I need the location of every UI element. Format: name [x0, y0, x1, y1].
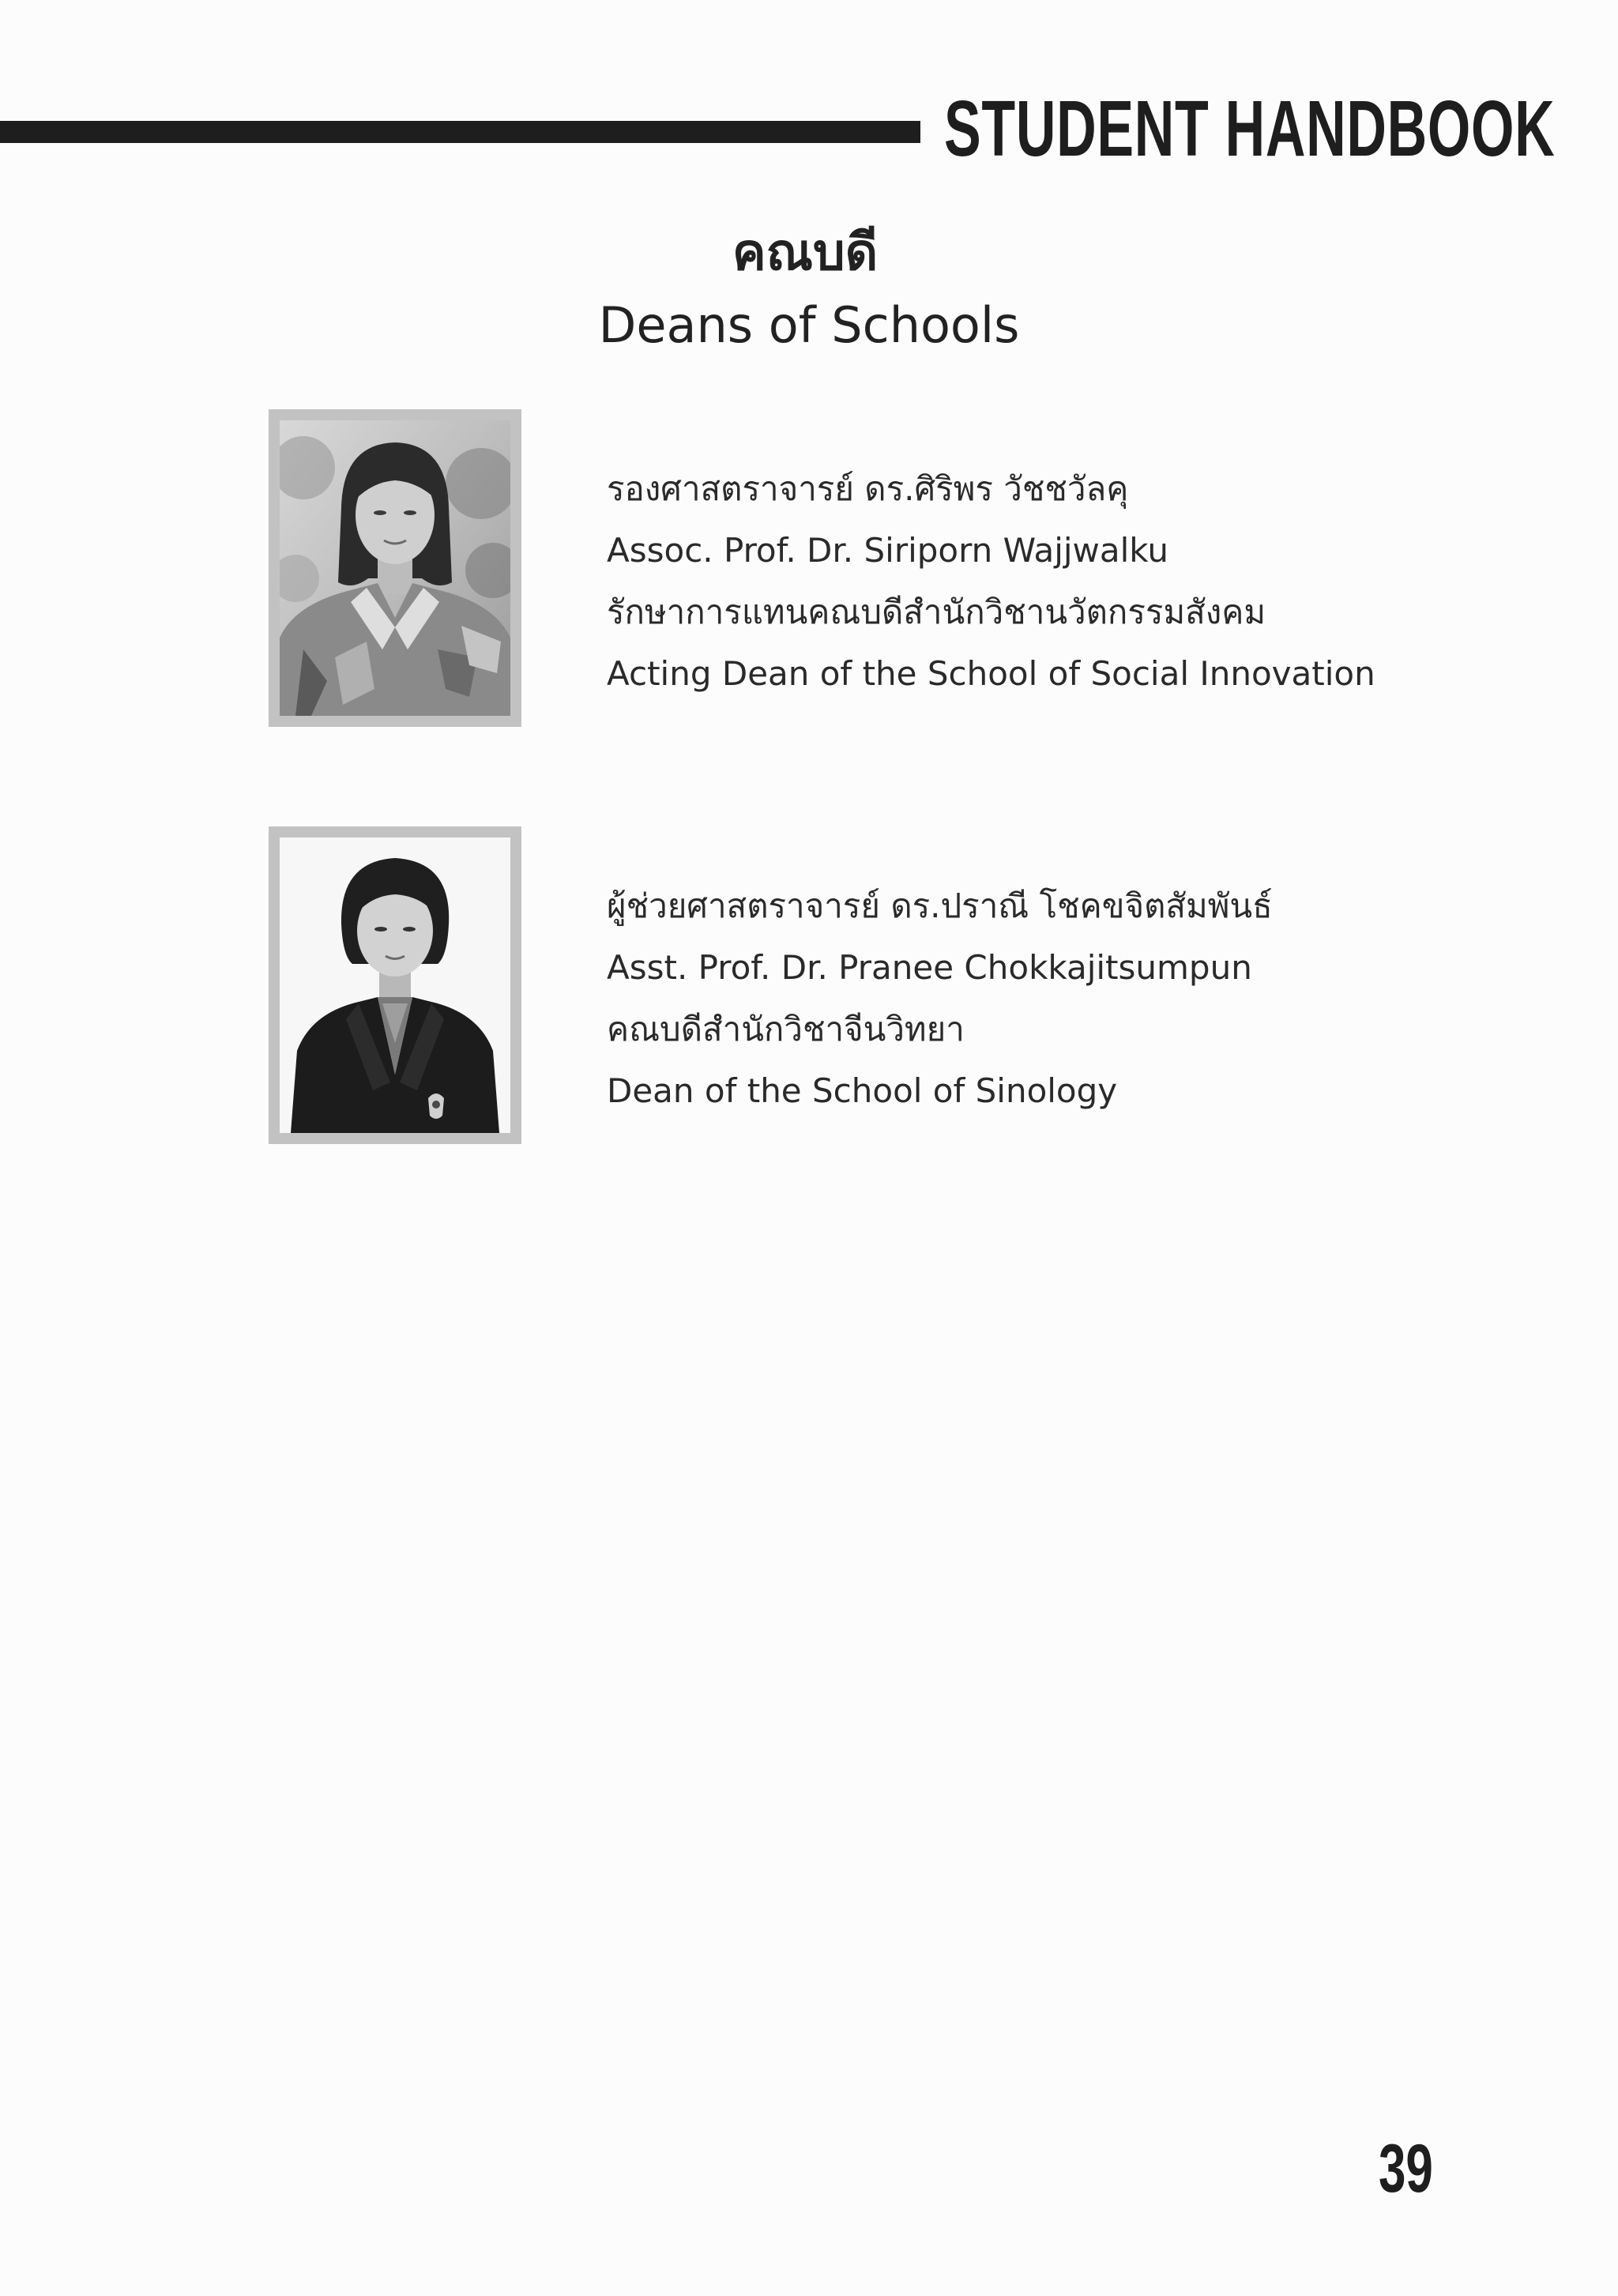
page-number: 39	[1379, 2131, 1433, 2207]
dean-position-english: Dean of the School of Sinology	[607, 1071, 1118, 1110]
dean-position-thai: คณบดีสำนักวิชาจีนวิทยา	[607, 1010, 965, 1048]
dean-position-english: Acting Dean of the School of Social Innovation	[607, 654, 1375, 693]
dean-photo-frame	[269, 826, 521, 1144]
dean-name-thai: ผู้ช่วยศาสตราจารย์ ดร.ปราณี โชคขจิตสัมพันธ์	[607, 886, 1273, 925]
dean-name-english: Asst. Prof. Dr. Pranee Chokkajitsumpun	[607, 948, 1252, 987]
handbook-title: STUDENT HANDBOOK	[944, 85, 1556, 173]
page-title-block	[0, 217, 1618, 361]
dean-photo-frame	[269, 409, 521, 727]
dean-portrait-photo	[280, 837, 510, 1133]
page-title-english: Deans of Schools	[598, 296, 1020, 354]
dean-details	[607, 458, 1452, 705]
header-rule	[0, 121, 920, 143]
page-title-thai: คณบดี	[732, 224, 879, 282]
dean-name-thai: รองศาสตราจารย์ ดร.ศิริพร วัชชวัลคุ	[607, 469, 1129, 508]
dean-name-english: Assoc. Prof. Dr. Siriporn Wajjwalku	[607, 531, 1168, 570]
dean-position-thai: รักษาการแทนคณบดีสำนักวิชานวัตกรรมสังคม	[607, 593, 1266, 631]
dean-portrait-photo	[280, 420, 510, 716]
dean-details	[607, 875, 1452, 1122]
